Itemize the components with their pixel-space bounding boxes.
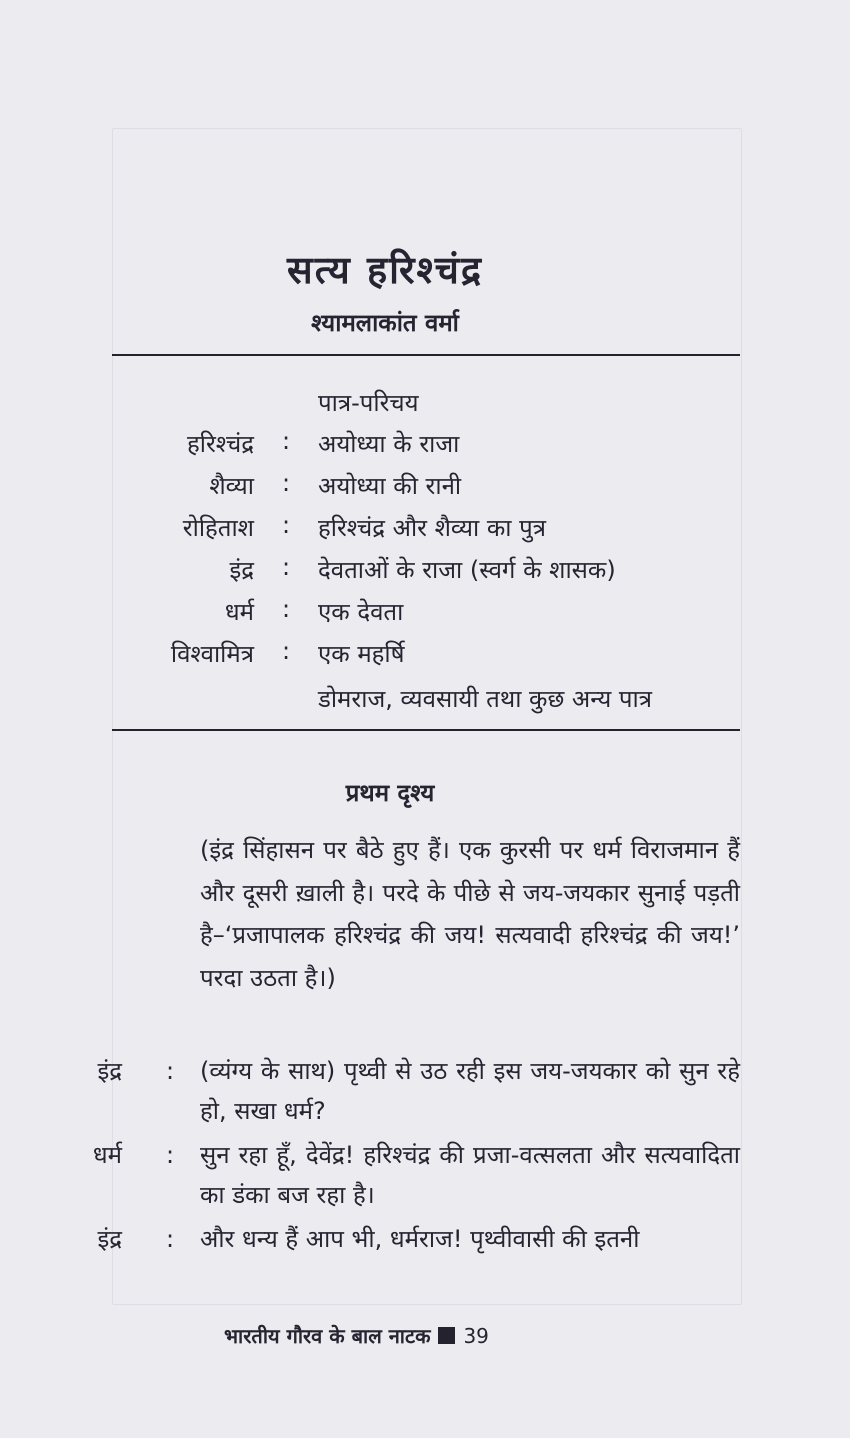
dialogue-text: और धन्य हैं आप भी, धर्मराज! पृथ्वीवासी की इतनी	[200, 1225, 640, 1253]
character-name: रोहिताश	[182, 514, 254, 542]
colon-separator: :	[282, 511, 291, 539]
other-characters: डोमराज, व्यवसायी तथा कुछ अन्य पात्र	[318, 685, 652, 713]
colon-separator: :	[166, 1225, 175, 1253]
page-footer	[224, 1322, 489, 1349]
cast-heading: पात्र-परिचय	[318, 389, 419, 417]
colon-separator: :	[282, 427, 291, 455]
character-name: विश्वामित्र	[170, 640, 254, 668]
square-bullet-icon	[438, 1327, 455, 1344]
page-number: 39	[463, 1324, 489, 1348]
speaker-name: धर्म	[92, 1141, 122, 1169]
character-name: धर्म	[224, 598, 254, 626]
character-description: एक देवता	[318, 598, 404, 626]
scene-heading: प्रथम दृश्य	[345, 779, 435, 807]
cast-row	[0, 427, 850, 467]
book-title: भारतीय गौरव के बाल नाटक	[224, 1324, 431, 1348]
colon-separator: :	[282, 637, 291, 665]
divider-bottom	[112, 729, 740, 731]
dialogue-text: सुन रहा हूँ, देवेंद्र! हरिश्चंद्र की प्रजा-वत्सलता और सत्यवादिता का डंका बज रहा है।	[200, 1141, 740, 1209]
character-name: इंद्र	[229, 556, 254, 584]
play-title: सत्य हरिश्चंद्र	[287, 248, 483, 292]
character-description: हरिश्चंद्र और शैव्या का पुत्र	[318, 514, 547, 542]
cast-row	[0, 637, 850, 677]
colon-separator: :	[282, 469, 291, 497]
speaker-name: इंद्र	[97, 1225, 122, 1253]
cast-row	[0, 595, 850, 635]
character-description: एक महर्षि	[318, 640, 405, 668]
colon-separator: :	[282, 553, 291, 581]
speaker-name: इंद्र	[97, 1057, 122, 1085]
character-description: अयोध्या के राजा	[318, 430, 460, 458]
colon-separator: :	[166, 1141, 175, 1169]
character-description: देवताओं के राजा (स्वर्ग के शासक)	[318, 556, 616, 584]
character-description: अयोध्या की रानी	[318, 472, 462, 500]
character-name: हरिश्चंद्र	[187, 430, 254, 458]
colon-separator: :	[282, 595, 291, 623]
author-name: श्यामलाकांत वर्मा	[311, 309, 459, 337]
cast-row	[0, 511, 850, 551]
dialogue-text: (व्यंग्य के साथ) पृथ्वी से उठ रही इस जय-जयकार को सुन रहे हो, सखा धर्म?	[200, 1057, 740, 1125]
divider-top	[112, 354, 740, 356]
stage-direction: (इंद्र सिंहासन पर बैठे हुए हैं। एक कुरसी पर धर्म विराजमान हैं और दूसरी ख़ाली है। परदे के पीछे से जय-जयकार सुनाई पड़ती है–‘प्रजापालक हरिश्चंद्र की जय! सत्यवादी हरिश्चंद्र की जय!’ परदा उठता है।)	[200, 836, 740, 992]
character-name: शैव्या	[209, 472, 254, 500]
cast-row	[0, 469, 850, 509]
colon-separator: :	[166, 1057, 175, 1085]
cast-row	[0, 553, 850, 593]
